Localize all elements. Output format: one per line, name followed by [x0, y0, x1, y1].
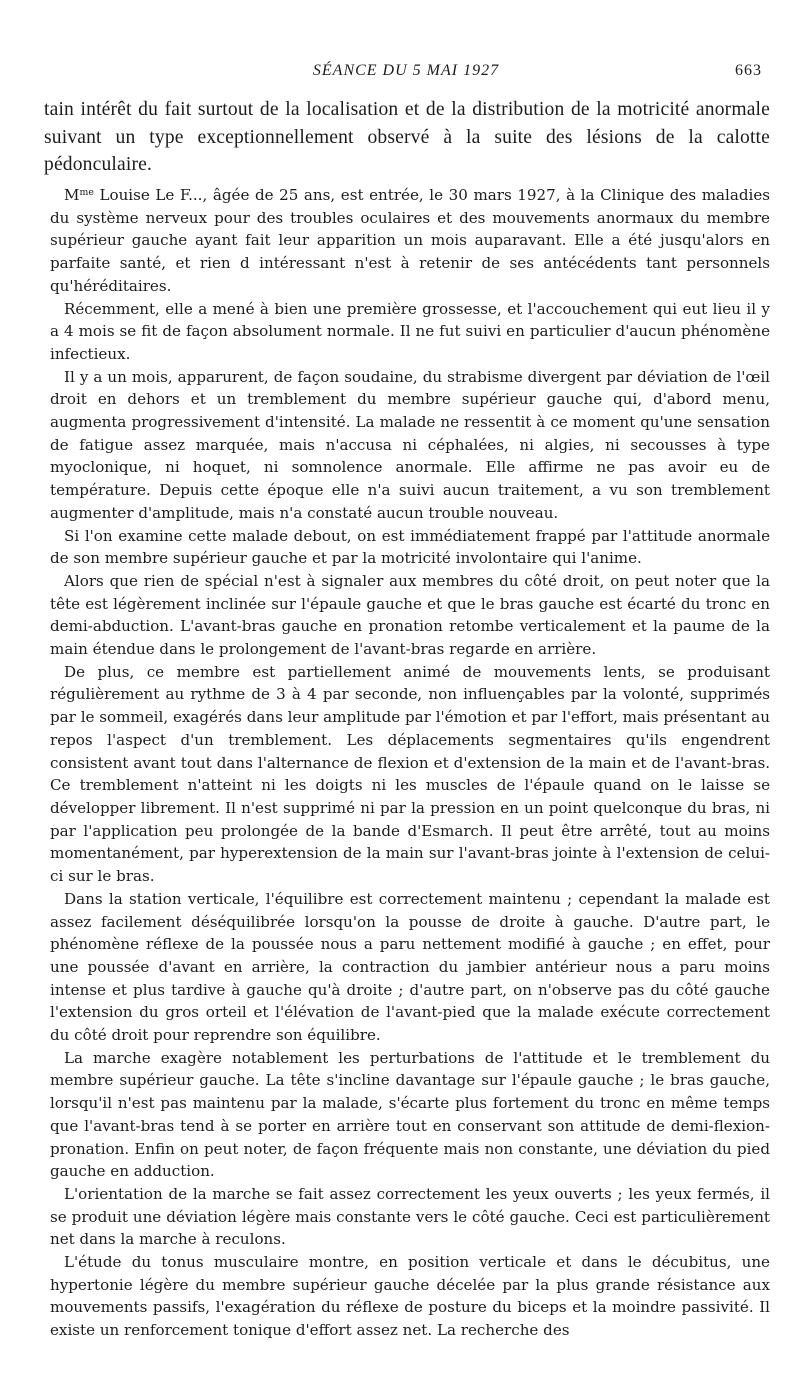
running-header — [50, 62, 762, 82]
intro-paragraph: tain intérêt du fait surtout de la localisation et de la distribution de la motricité anormale suivant un type exceptionnellement observé à la suite des lésions de la calotte pédonculaire. — [44, 99, 770, 175]
case-title-superscript: me — [79, 186, 94, 198]
case-paragraph-5: Alors que rien de spécial n'est à signaler aux membres du côté droit, on peut noter que la tête est légèrement inclinée sur l'épaule gauche et que le bras gauche est écarté du tronc en demi-abduction. L'avant-bras gauche en pronation retombe verticalement et la paume de la main étendue dans le prolongement de l'avant-bras regarde en arrière. — [50, 571, 770, 659]
case-paragraph-6: De plus, ce membre est partiellement animé de mouvements lents, se produisant régulièrement au rythme de 3 à 4 par seconde, non influençables par la volonté, supprimés par le sommeil, exagérés dans leur amplitude par l'émotion et par l'effort, mais présentant au repos l'aspect d'un tremblement. Les déplacements segmentaires qu'ils engendrent consistent avant tout dans l'alternance de flexion et d'extension de la main et de l'avant-bras. Ce tremblement n'atteint ni les doigts ni les muscles de l'épaule quand on le laisse se développer librement. Il n'est supprimé ni par la pression en un point quelconque du bras, ni par l'application peu prolongée de la bande d'Esmarch. Il peut être arrêté, tout au moins momentanément, par hyperextension de la main sur l'avant-bras jointe à l'extension de celui-ci sur le bras. — [50, 662, 770, 886]
case-paragraph-2: Récemment, elle a mené à bien une première grossesse, et l'accouchement qui eut lieu il y a 4 mois se fit de façon absolument normale. Il ne fut suivi en particulier d'aucun phénomène infectieux. — [50, 299, 770, 363]
case-paragraph-4: Si l'on examine cette malade debout, on est immédiatement frappé par l'attitude anormale de son membre supérieur gauche et par la motricité involontaire qui l'anime. — [50, 526, 770, 568]
running-title: SÉANCE DU 5 MAI 1927 — [312, 62, 500, 79]
case-paragraph-10: L'étude du tonus musculaire montre, en position verticale et dans le décubitus, une hypertonie légère du membre supérieur gauche décelée par la plus grande résistance aux mouvements passifs, l'exagération du réflexe de posture du biceps et la moindre passivité. Il existe un renforcement tonique d'effort assez net. La recherche des — [50, 1253, 770, 1340]
case-paragraph-9: L'orientation de la marche se fait assez correctement les yeux ouverts ; les yeux fermés, il se produit une déviation légère mais constante vers le côté gauche. Ceci est particulièrement net dans la marche à reculons. — [50, 1184, 770, 1249]
case-title-prefix: M — [64, 186, 80, 204]
case-paragraph-1-text: Louise Le F..., âgée de 25 ans, est entrée, le 30 mars 1927, à la Clinique des maladies du système nerveux pour des troubles oculaires et des mouvements anormaux du membre supérieur gauche ayant fait leur apparition un mois auparavant. Elle a été jusqu'alors en parfaite santé, et rien d intéressant n'est à retenir de ses antécédents tant personnels qu'héréditaires. — [50, 186, 770, 295]
case-paragraph-7: Dans la station verticale, l'équilibre est correctement maintenu ; cependant la malade est assez facilement déséquilibrée lorsqu'on la pousse de droite à gauche. D'autre part, le phénomène réflexe de la poussée nous a paru nettement modifié à gauche ; en effet, pour une poussée d'avant en arrière, la contraction du jambier antérieur nous a paru moins intense et plus tardive à gauche qu'à droite ; d'autre part, on n'observe pas du côté gauche l'extension du gros orteil et l'élévation de l'avant-pied que la malade exécute correctement du côté droit pour reprendre son équilibre. — [50, 889, 770, 1045]
case-report — [50, 184, 770, 1342]
page-number: 663 — [735, 62, 762, 79]
case-paragraph-1 — [50, 184, 770, 298]
case-paragraph-8: La marche exagère notablement les perturbations de l'attitude et le tremblement du membre supérieur gauche. La tête s'incline davantage sur l'épaule gauche ; le bras gauche, lorsqu'il n'est pas maintenu par la malade, s'écarte plus fortement du tronc en même temps que l'avant-bras tend à se porter en arrière tout en conservant son attitude de demi-flexion-pronation. Enfin on peut noter, de façon fréquente mais non constante, une déviation du pied gauche en adduction. — [50, 1048, 770, 1181]
case-paragraph-3: Il y a un mois, apparurent, de façon soudaine, du strabisme divergent par déviation de l'œil droit en dehors et un tremblement du membre supérieur gauche qui, d'abord menu, augmenta progressivement d'intensité. La malade ne ressentit à ce moment qu'une sensation de fatigue assez marquée, mais n'accusa ni céphalées, ni algies, ni secousses à type myoclonique, ni hoquet, ni somnolence anormale. Elle affirme ne pas avoir eu de température. Depuis cette époque elle n'a suivi aucun traitement, a vu son tremblement augmenter d'amplitude, mais n'a constaté aucun trouble nouveau. — [50, 367, 770, 522]
